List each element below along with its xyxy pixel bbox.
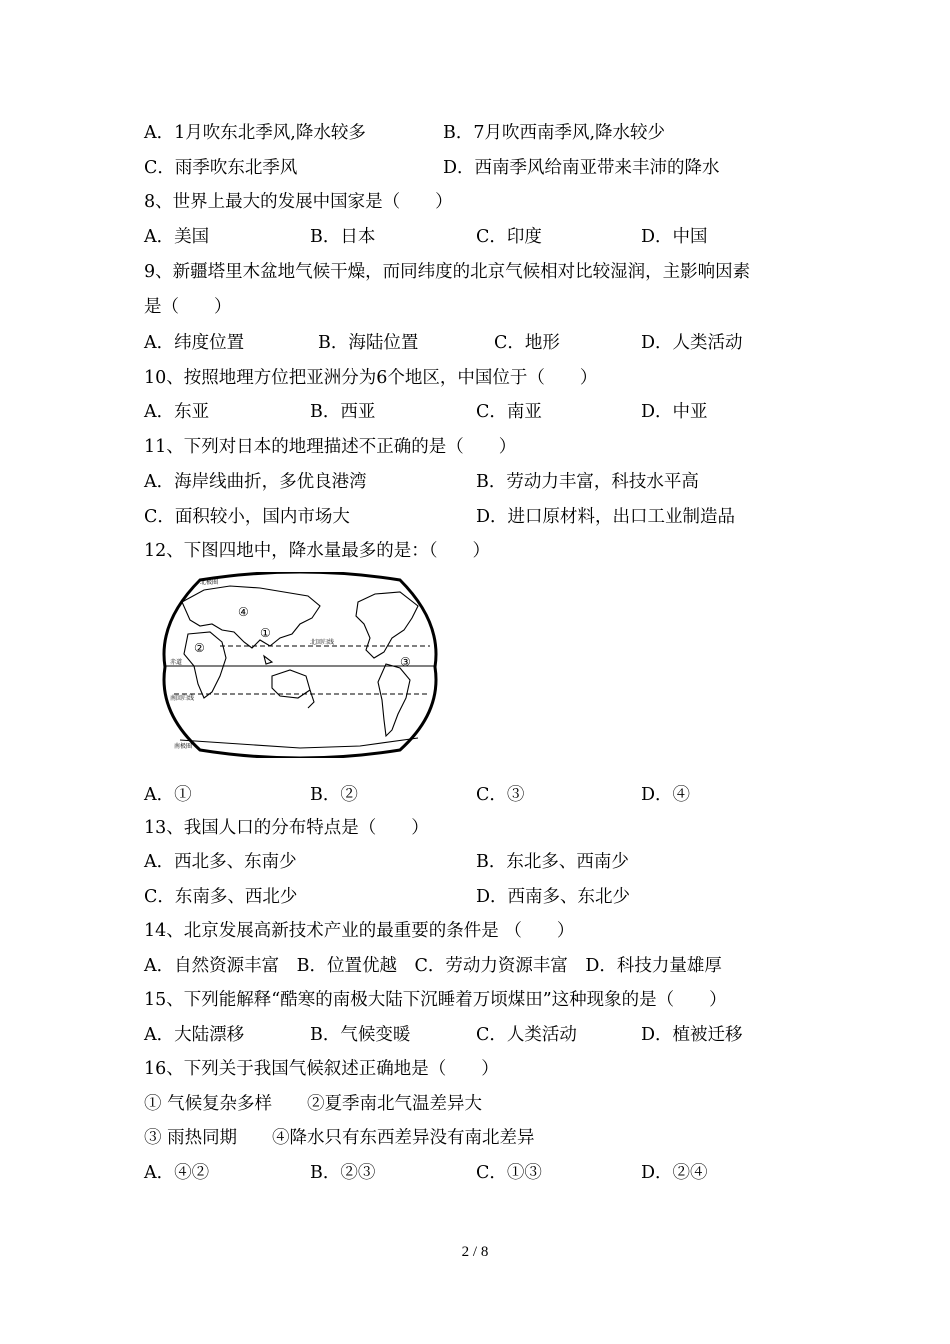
q9-option-d: D．人类活动 [641, 333, 743, 353]
q8-option-c: C．印度 [476, 227, 542, 247]
q8-stem: 8、世界上最大的发展中国家是（ ） [144, 192, 453, 212]
q9-stem-line1: 9、新疆塔里木盆地气候干燥，而同纬度的北京气候相对比较湿润，主影响因素 [144, 262, 751, 282]
q9-stem-line2: 是（ ） [144, 297, 232, 317]
q16-statements-1: ① 气候复杂多样 ②夏季南北气温差异大 [144, 1094, 483, 1114]
q15-option-b: B．气候变暖 [310, 1025, 411, 1045]
q16-option-d: D．②④ [641, 1163, 708, 1183]
q12-option-d: D．④ [641, 785, 691, 805]
label-arctic-circle: 北极圈 [200, 579, 219, 586]
label-tropic-cancer: 北回归线 [310, 639, 335, 646]
label-equator: 赤道 [170, 659, 183, 666]
q14-options: A．自然资源丰富 B．位置优越 C．劳动力资源丰富 D．科技力量雄厚 [144, 956, 722, 976]
q8-option-a: A．美国 [144, 227, 210, 247]
q11-option-b: B．劳动力丰富，科技水平高 [476, 472, 699, 492]
q13-option-c: C．东南多、西北少 [144, 887, 298, 907]
q10-option-a: A．东亚 [144, 402, 210, 422]
q9-option-c: C．地形 [494, 333, 560, 353]
q15-option-d: D．植被迁移 [641, 1025, 743, 1045]
q10-option-b: B．西亚 [310, 402, 376, 422]
q13-stem: 13、我国人口的分布特点是（ ） [144, 818, 429, 838]
q7-option-c: C．雨季吹东北季风 [144, 158, 298, 178]
q8-option-b: B．日本 [310, 227, 376, 247]
marker-3: ③ [400, 655, 411, 669]
q12-option-a: A．① [144, 785, 192, 805]
q9-option-a: A．纬度位置 [144, 333, 245, 353]
q15-option-a: A．大陆漂移 [144, 1025, 245, 1045]
label-tropic-capricorn: 南回归线 [170, 695, 195, 702]
q10-option-c: C．南亚 [476, 402, 542, 422]
marker-2: ② [194, 641, 205, 655]
q11-option-a: A．海岸线曲折，多优良港湾 [144, 472, 367, 492]
q9-option-b: B．海陆位置 [318, 333, 419, 353]
q16-option-a: A．④② [144, 1163, 210, 1183]
q14-stem: 14、北京发展高新技术产业的最重要的条件是 （ ） [144, 921, 575, 941]
q10-option-d: D．中亚 [641, 402, 708, 422]
marker-1: ① [260, 626, 271, 640]
q7-option-d: D．西南季风给南亚带来丰沛的降水 [443, 158, 720, 178]
q16-option-b: B．②③ [310, 1163, 376, 1183]
q16-statements-2: ③ 雨热同期 ④降水只有东西差异没有南北差异 [144, 1128, 535, 1148]
marker-4: ④ [238, 605, 249, 619]
q11-stem: 11、下列对日本的地理描述不正确的是（ ） [144, 437, 517, 457]
q7-option-b: B．7月吹西南季风,降水较少 [443, 123, 666, 143]
q12-option-c: C．③ [476, 785, 525, 805]
q11-option-c: C．面积较小，国内市场大 [144, 507, 350, 527]
q12-stem: 12、下图四地中，降水量最多的是：（ ） [144, 541, 491, 561]
q10-stem: 10、按照地理方位把亚洲分为6个地区，中国位于（ ） [144, 368, 598, 388]
q7-option-a: A．1月吹东北季风,降水较多 [144, 123, 366, 143]
q13-option-d: D．西南多、东北少 [476, 887, 631, 907]
map-frame [164, 572, 436, 758]
q16-option-c: C．①③ [476, 1163, 542, 1183]
q8-option-d: D．中国 [641, 227, 708, 247]
q13-option-b: B．东北多、西南少 [476, 852, 629, 872]
page-number: 2 / 8 [461, 1244, 489, 1260]
label-antarctic-circle: 南极圈 [174, 743, 193, 750]
q15-stem: 15、下列能解释“酷寒的南极大陆下沉睡着万顷煤田”这种现象的是（ ） [144, 990, 727, 1010]
world-map [160, 572, 440, 758]
q15-option-c: C．人类活动 [476, 1025, 577, 1045]
q13-option-a: A．西北多、东南少 [144, 852, 297, 872]
q12-option-b: B．② [310, 785, 358, 805]
q16-stem: 16、下列关于我国气候叙述正确地是（ ） [144, 1059, 499, 1079]
q11-option-d: D．进口原材料，出口工业制造品 [476, 507, 736, 527]
